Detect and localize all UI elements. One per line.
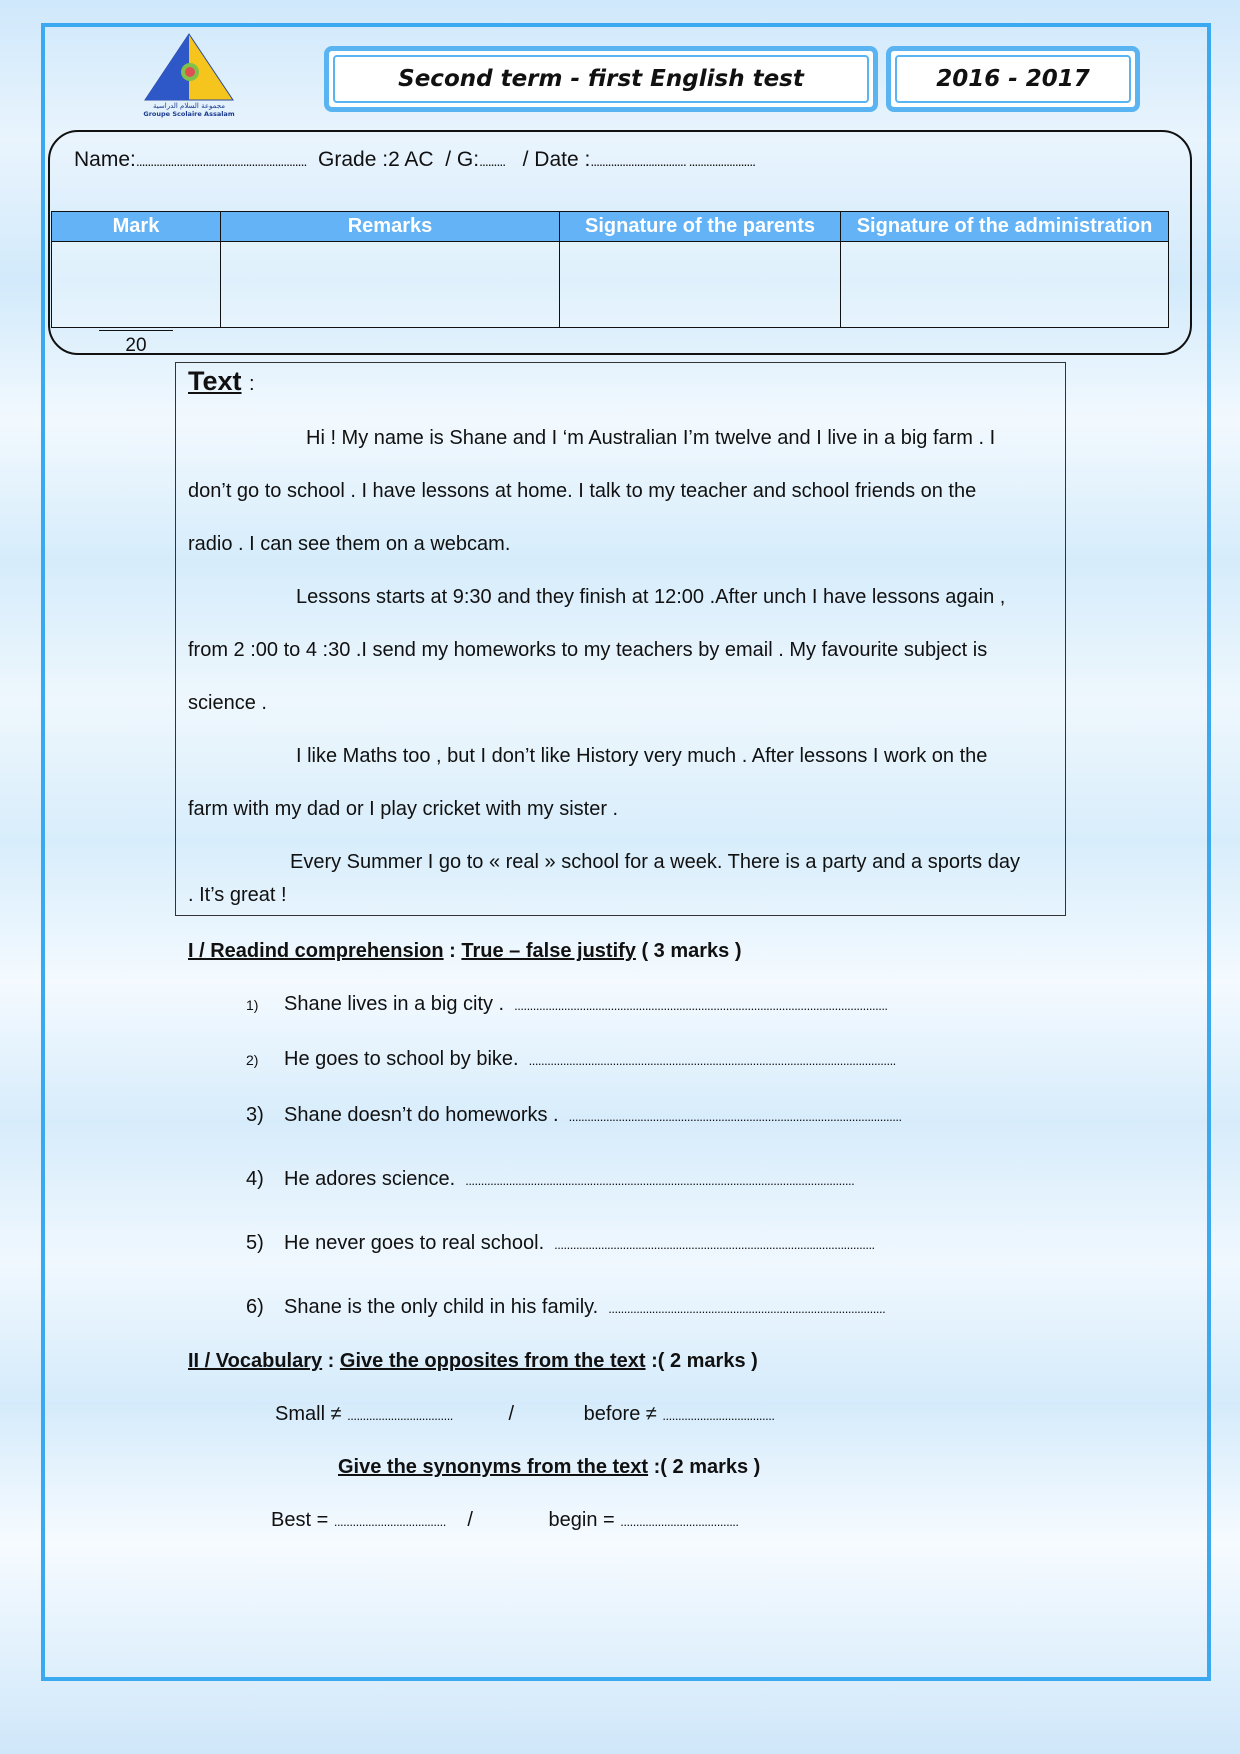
opposite-small-field[interactable]: .................................. [347,1408,453,1423]
text-line: Lessons starts at 9:30 and they finish at 12:00 .After unch I have lessons again , [296,586,1006,608]
opposites-line: Small ≠ .................................. / before ≠ .................................... [275,1403,775,1425]
name-field[interactable]: ........................................................... [135,153,307,169]
mark-cell[interactable] [52,242,221,356]
question-1: 1) Shane lives in a big city . ........................................................................................................................ [246,993,888,1015]
answer-field[interactable]: ....................................................................................................... [554,1237,875,1252]
answer-field[interactable]: ......................................................................................... [608,1301,886,1316]
question-3: 3) Shane doesn’t do homeworks . ........................................................................................................... [246,1104,902,1126]
text-line: . It’s great ! [188,884,287,906]
marks-table [51,211,1169,356]
question-6: 6) Shane is the only child in his family. ......................................................................................... [246,1296,886,1318]
question-2: 2) He goes to school by bike. ...................................................................................................................... [246,1048,896,1070]
remarks-cell[interactable] [221,242,560,328]
text-line: Hi ! My name is Shane and I ‘m Australian I’m twelve and I live in a big farm . I [306,427,996,449]
synonyms-line: Best = .................................... / begin = ...................................... [271,1509,739,1531]
test-title-box [324,46,878,112]
text-line: don’t go to school . I have lessons at home. I talk to my teacher and school friends on the [188,480,977,502]
svg-text:Groupe Scolaire Assalam: Groupe Scolaire Assalam [143,110,235,118]
answer-field[interactable]: ........................................................................................................................ [514,998,888,1013]
header-remarks: Remarks [221,212,560,242]
section-1-title: I / Readind comprehension : True – false justify ( 3 marks ) [188,940,742,962]
mark-fraction-line [99,330,173,331]
year-box [886,46,1140,112]
text-line: radio . I can see them on a webcam. [188,533,511,555]
text-line: Every Summer I go to « real » school for a week. There is a party and a sports day [290,851,1020,873]
answer-field[interactable]: ........................................................................................................... [568,1109,902,1124]
admin-signature-cell[interactable] [841,242,1169,328]
group-label: / G: [445,148,480,171]
answer-field[interactable]: ...................................................................................................................... [528,1053,896,1068]
text-line: science . [188,692,267,714]
text-line: from 2 :00 to 4 :30 .I send my homeworks to my teachers by email . My favourite subject is [188,639,988,661]
question-4: 4) He adores science. ............................................................................................................................. [246,1168,855,1190]
grade-label: Grade :2 AC [318,148,434,171]
school-year: 2016 - 2017 [936,66,1090,92]
opposite-before-field[interactable]: .................................... [662,1408,775,1423]
svg-text:مجموعة السلام الدراسية: مجموعة السلام الدراسية [153,102,225,110]
question-5: 5) He never goes to real school. ....................................................................................................... [246,1232,875,1254]
mark-total: 20 [125,335,147,356]
group-field[interactable]: ......... [479,153,506,169]
student-info-line [74,148,755,172]
header-parents-signature: Signature of the parents [560,212,841,242]
name-label: Name: [74,148,136,171]
answer-field[interactable]: ............................................................................................................................. [465,1173,855,1188]
parents-signature-cell[interactable] [560,242,841,328]
synonym-begin-field[interactable]: ...................................... [620,1514,739,1529]
test-title: Second term - first English test [398,66,804,92]
school-logo [141,30,237,118]
text-heading: Text : [188,366,255,396]
synonym-best-field[interactable]: .................................... [333,1514,446,1529]
header-mark: Mark [52,212,221,242]
text-line: farm with my dad or I play cricket with my sister . [188,798,619,820]
section-2-title: II / Vocabulary : Give the opposites from the text :( 2 marks ) [188,1350,758,1372]
date-field[interactable]: ................................. ....................... [590,153,756,169]
date-label: / Date : [522,148,591,171]
text-line: I like Maths too , but I don’t like History very much . After lessons I work on the [296,745,988,767]
synonyms-title: Give the synonyms from the text :( 2 marks ) [338,1456,761,1478]
header-admin-signature: Signature of the administration [841,212,1169,242]
